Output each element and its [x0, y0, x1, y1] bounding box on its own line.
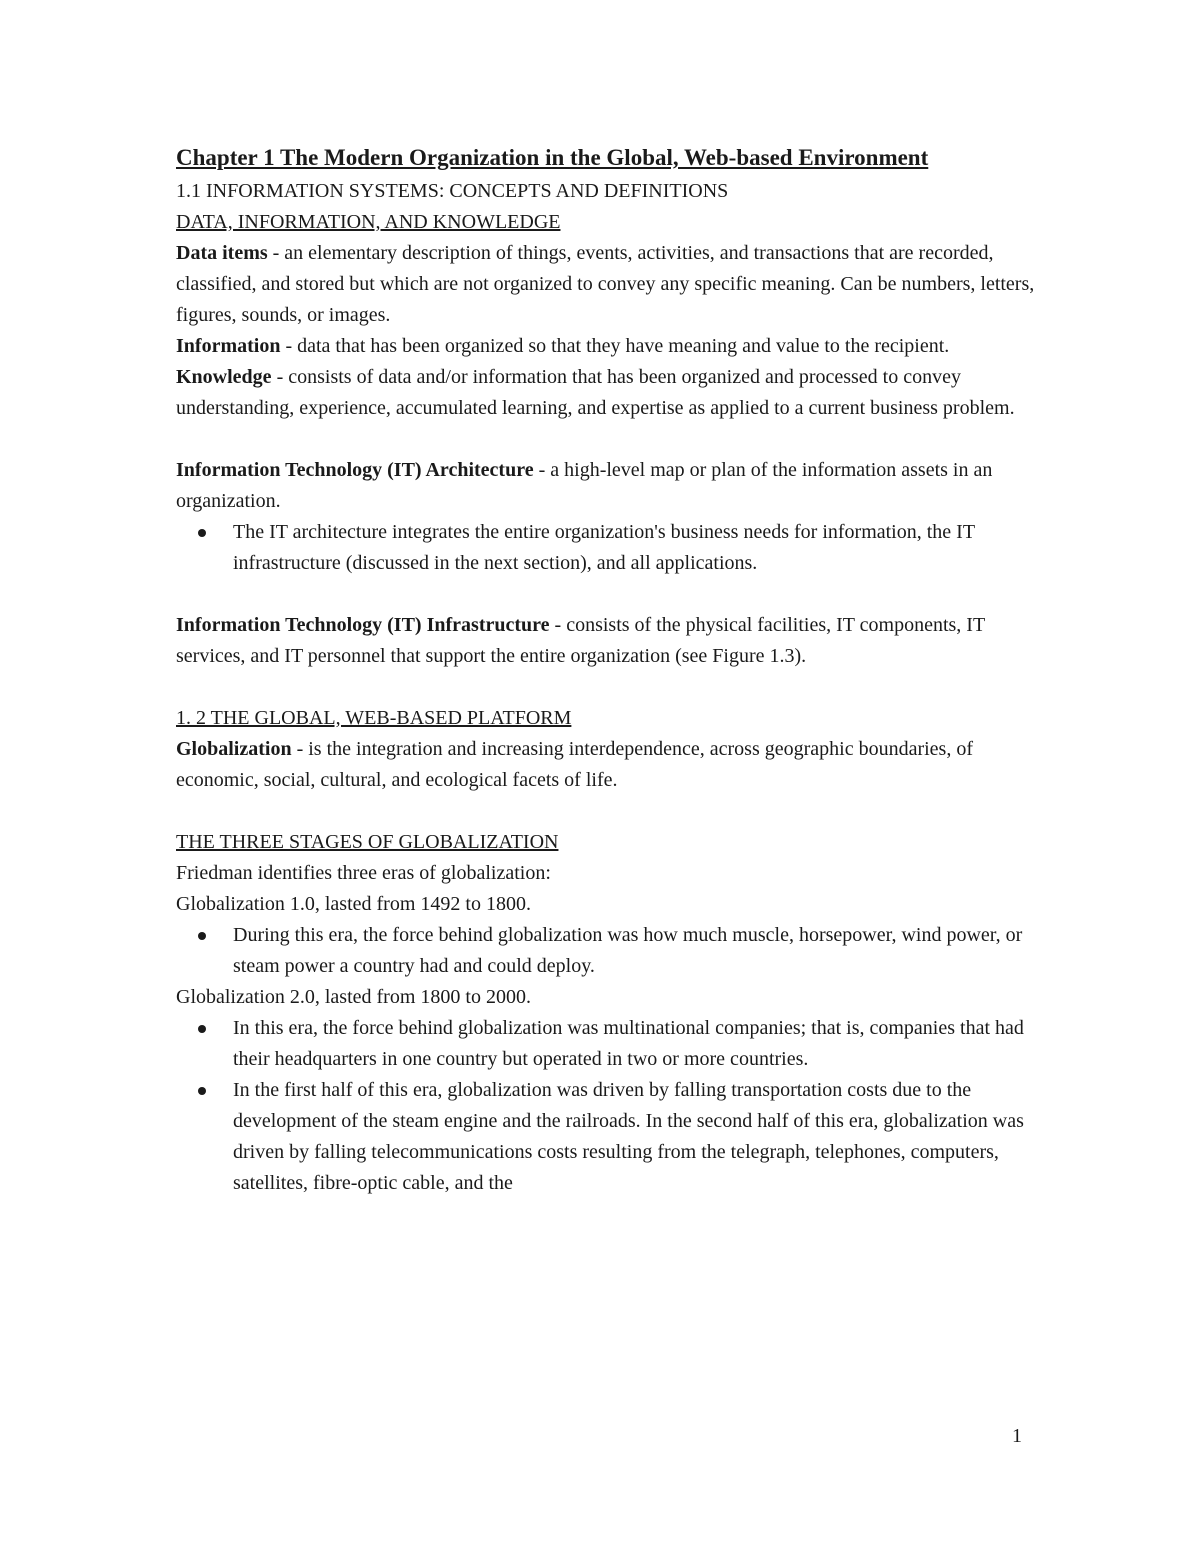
definition-knowledge [176, 362, 1036, 424]
subheading-data-information-knowledge: DATA, INFORMATION, AND KNOWLEDGE [176, 211, 561, 233]
bullet-icon [198, 1025, 206, 1033]
list-item [176, 1075, 1036, 1199]
list-item [176, 920, 1036, 982]
section-heading-1-2: 1. 2 THE GLOBAL, WEB-BASED PLATFORM [176, 707, 572, 729]
definition-information [176, 331, 1036, 362]
document-page [176, 140, 1036, 1199]
page-number: 1 [1012, 1425, 1022, 1447]
it-architecture-bullets [176, 517, 1036, 579]
definition-text: - consists of data and/or information that has been organized and processed to convey understanding, experience, accumulated learning, and expertise as applied to a current business problem. [176, 366, 1015, 419]
definition-text: - data that has been organized so that they have meaning and value to the recipient. [280, 335, 950, 357]
bullet-text: During this era, the force behind globalization was how much muscle, horsepower, wind power, or steam power a country had and could deploy. [233, 924, 1023, 977]
bullet-icon [198, 932, 206, 940]
list-item [176, 517, 1036, 579]
term-data-items: Data items [176, 242, 268, 264]
globalization-2-bullets [176, 1013, 1036, 1199]
definition-it-infrastructure [176, 610, 1036, 672]
subheading-three-stages: THE THREE STAGES OF GLOBALIZATION [176, 831, 559, 853]
definition-text: - an elementary description of things, events, activities, and transactions that are recorded, classified, and stored but which are not organized to convey any specific meaning. Can be numbers, letters, figures, sounds, or images. [176, 242, 1035, 326]
globalization-1-label: Globalization 1.0, lasted from 1492 to 1800. [176, 893, 531, 915]
definition-text: - consists of the physical facilities, IT components, IT services, and IT personnel that support the entire organization (see Figure 1.3). [176, 614, 985, 667]
bullet-text: The IT architecture integrates the entire organization's business needs for information, the IT infrastructure (discussed in the next section), and all applications. [233, 521, 975, 574]
spacer [176, 796, 1036, 827]
bullet-icon [198, 1087, 206, 1095]
spacer [176, 424, 1036, 455]
globalization-2-label: Globalization 2.0, lasted from 1800 to 2000. [176, 986, 531, 1008]
spacer [176, 579, 1036, 610]
bullet-text: In the first half of this era, globalization was driven by falling transportation costs due to the development of the steam engine and the railroads. In the second half of this era, globalization was driven by falling telecommunications costs resulting from the telegraph, telephones, computers, satellites, fibre-optic cable, and the [233, 1079, 1024, 1194]
bullet-text: In this era, the force behind globalization was multinational companies; that is, companies that had their headquarters in one country but operated in two or more countries. [233, 1017, 1024, 1070]
stages-intro: Friedman identifies three eras of globalization: [176, 862, 551, 884]
chapter-title: Chapter 1 The Modern Organization in the Global, Web-based Environment [176, 145, 929, 170]
term-information: Information [176, 335, 281, 357]
definition-text: - is the integration and increasing interdependence, across geographic boundaries, of economic, social, cultural, and ecological facets of life. [176, 738, 973, 791]
definition-it-architecture [176, 455, 1036, 517]
section-heading-1-1: 1.1 INFORMATION SYSTEMS: CONCEPTS AND DEFINITIONS [176, 180, 729, 202]
term-knowledge: Knowledge [176, 366, 272, 388]
definition-globalization [176, 734, 1036, 796]
definition-data-items [176, 238, 1036, 331]
term-globalization: Globalization [176, 738, 292, 760]
list-item [176, 1013, 1036, 1075]
bullet-icon [198, 529, 206, 537]
spacer [176, 672, 1036, 703]
term-it-infrastructure: Information Technology (IT) Infrastructure [176, 614, 550, 636]
definition-text: - a high-level map or plan of the information assets in an organization. [176, 459, 993, 512]
term-it-architecture: Information Technology (IT) Architecture [176, 459, 534, 481]
globalization-1-bullets [176, 920, 1036, 982]
